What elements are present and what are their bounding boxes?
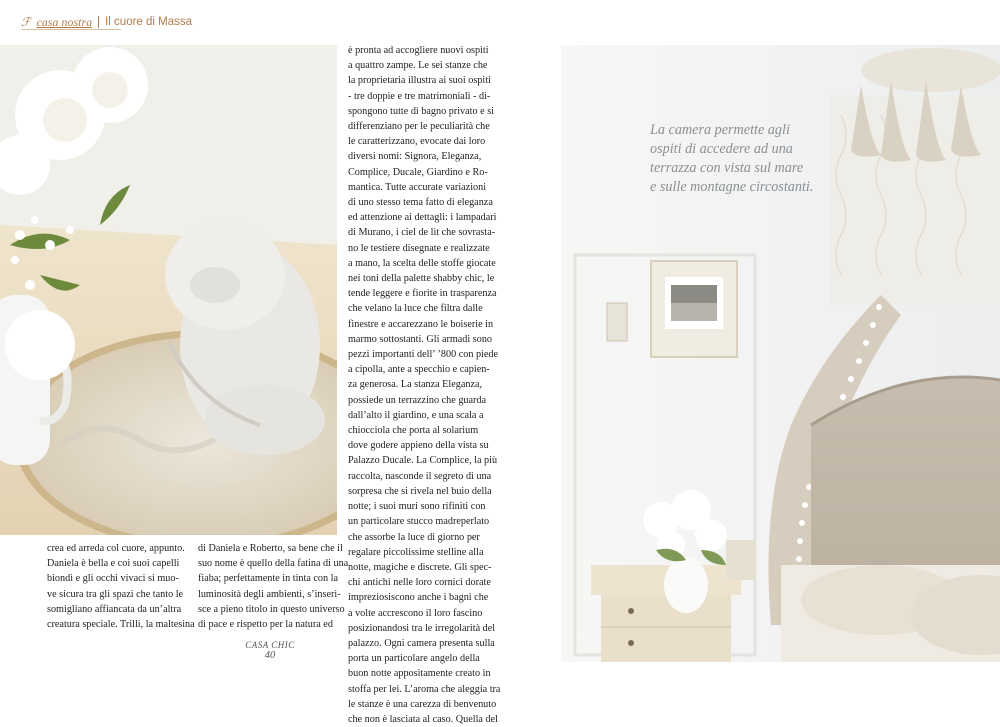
text-line: Palazzo Ducale. La Complice, la più <box>348 455 498 467</box>
text-line: che velano la luce che filtra dalle <box>348 303 483 315</box>
text-line: Complice, Ducale, Giardino e Ro- <box>348 166 488 178</box>
text-line: mantica. Tutte accurate variazioni <box>348 181 487 193</box>
text-line: chiocciola che porta al solarium <box>348 425 479 437</box>
text-line: sorpresa che si rivela nel buio della <box>348 485 492 497</box>
text-line: finestre e accarezzano le boiserie in <box>348 318 494 330</box>
text-line: stoffa per lei. L’aroma che aleggia tra <box>348 683 501 695</box>
text-line: di uno stesso tema fatto di eleganza <box>348 197 493 209</box>
text-line: buon notte appositamente creato in <box>348 668 491 680</box>
text-line: somigliano affiancata da un’altra <box>47 603 182 615</box>
text-line: nei toni della palette shabby chic, le <box>348 273 495 285</box>
text-line: di pace e rispetto per la natura ed <box>198 619 333 631</box>
text-line: le stanze è una carezza di benvenuto <box>348 698 497 710</box>
header-divider <box>98 16 99 28</box>
text-line: spongono tutte di bagno privato e si <box>348 105 495 117</box>
text-line: marmo sottostanti. Gli armadi sono <box>348 333 493 345</box>
text-line: un particolare stucco madreperlato <box>348 516 490 528</box>
text-line: za generosa. La stanza Eleganza, <box>348 379 483 391</box>
caption-line: terrazza con vista sul mare <box>650 160 804 176</box>
text-line: a volte accrescono il loro fascino <box>348 607 483 619</box>
text-line: crea ed arreda col cuore, appunto. <box>47 543 185 554</box>
text-line: la proprietaria illustra ai suoi ospiti <box>348 75 491 87</box>
article-column-2 <box>198 541 349 632</box>
article-column-3 <box>348 43 501 727</box>
caption-line: La camera permette agli <box>650 122 790 138</box>
text-line: notte; i suoi muri sono rifiniti con <box>348 501 486 513</box>
text-line: fiaba; perfettamente in tinta con la <box>198 573 339 585</box>
text-line: no le testiere disegnate e realizzate <box>348 242 490 254</box>
cherub-statue-photo <box>0 45 337 535</box>
header-section-title: Il cuore di Massa <box>105 16 193 28</box>
text-line: a mano, la scelta delle stoffe giocate <box>348 257 496 269</box>
text-line: a quattro zampe. Le sei stanze che <box>348 60 488 72</box>
text-line: palazzo. Ogni camera presenta sulla <box>348 637 495 649</box>
text-line: che assorbe la luce di giorno per <box>348 531 480 543</box>
text-line: dove godere appieno della vista su <box>348 440 489 452</box>
text-line: posizionandosi tra le irregolarità del <box>348 622 496 634</box>
text-line: ve sicura tra gli spazi che tanto le <box>47 588 184 600</box>
text-line: pezzi importanti dell’ ’800 con piede <box>348 349 499 361</box>
text-line: diversi nomi: Signora, Eleganza, <box>348 151 482 163</box>
folio-magazine-name: CASA CHIC <box>245 640 295 650</box>
text-line: suo nome è quello della fatina di una <box>198 558 349 570</box>
article-column-1 <box>47 541 195 632</box>
text-line: creatura speciale. Trilli, la maltesina <box>47 619 195 631</box>
text-line: dall’alto il giardino, e una scala a <box>348 409 484 421</box>
text-line: biondi e gli occhi vivaci si muo- <box>47 573 179 585</box>
text-line: luminosità degli ambienti, s’inseri- <box>198 588 341 600</box>
text-line: regalare piccolissime stelline alla <box>348 546 484 558</box>
text-line: sce a pieno titolo in questo universo <box>198 603 345 615</box>
page-number: 40 <box>264 650 276 661</box>
text-line: notte, magiche e discrete. Gli spec- <box>348 561 492 573</box>
brand-logo-icon: ℱ <box>21 15 31 29</box>
text-line: di Murano, i ciel de lit che sovrasta- <box>348 227 496 239</box>
text-line: le caratterizzano, evocate dai loro <box>348 136 486 148</box>
caption-line: ospiti di accedere ad una <box>650 141 793 157</box>
text-line: porta un particolare angelo della <box>348 653 480 665</box>
header-brand: casa nostra <box>36 14 93 29</box>
text-line: di Daniela e Roberto, sa bene che il <box>198 543 343 554</box>
text-line: raccolta, nasconde il segreto di una <box>348 470 492 482</box>
text-line: è pronta ad accogliere nuovi ospiti <box>348 45 489 56</box>
photo-caption <box>650 121 850 197</box>
header-rule <box>21 29 121 30</box>
text-line: che non è lasciata al caso. Quella del <box>348 713 498 725</box>
text-line: Daniela è bella e coi suoi capelli <box>47 558 180 570</box>
text-line: tende leggere e fiorite in trasparenza <box>348 288 497 300</box>
text-line: impreziosiscono anche i bagni che <box>348 592 489 604</box>
text-line: ed attenzione ai dettagli: i lampadari <box>348 212 497 224</box>
page-folio <box>0 640 540 661</box>
text-line: chi antichi nelle loro cornici dorate <box>348 577 491 589</box>
text-line: a cipolla, ante a specchio e capien- <box>348 364 490 376</box>
text-line: - tre doppie e tre matrimoniali - di- <box>348 90 491 102</box>
text-line: differenziano per le peculiarità che <box>348 121 490 133</box>
text-line: possiede un terrazzino che guarda <box>348 394 487 406</box>
caption-line: e sulle montagne circostanti. <box>650 179 814 195</box>
